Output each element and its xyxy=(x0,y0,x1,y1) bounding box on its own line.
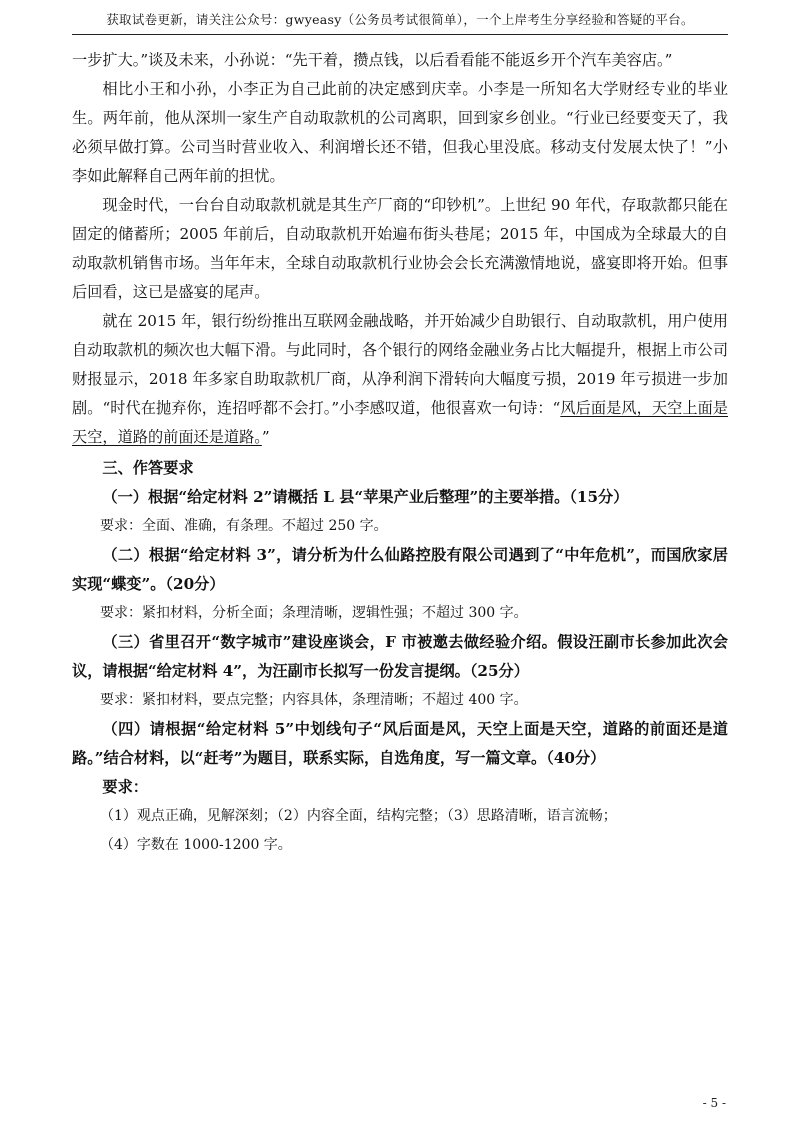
underlined-poem-line: 风后面是风，天空上面是天空，道路的前面还是道路。 xyxy=(72,399,728,446)
material-paragraph-2: 相比小王和小孙，小李正为自己此前的决定感到庆幸。小李是一所知名大学财经专业的毕业生。两年前，他从深圳一家生产自动取款机的公司离职，回到家乡创业。“行业已经要变天了，我必须早做打算。公司当时营业收入、利润增长还不错，但我心里没底。移动支付发展太快了！”小李如此解释自己两年前的担忧。 xyxy=(72,80,728,185)
question-3: （三）省里召开“数字城市”建设座谈会，F 市被邀去做经验介绍。假设汪副市长参加此次会议，请根据“给定材料 4”，为汪副市长拟写一份发言提纲。（25分） xyxy=(72,633,728,680)
question-4: （四）请根据“给定材料 5”中划线句子“风后面是风，天空上面是天空，道路的前面还是道路。”结合材料，以“赶考”为题目，联系实际，自选角度，写一篇文章。（40分） xyxy=(72,720,728,767)
paragraph-4-text: 就在 2015 年，银行纷纷推出互联网金融战略，并开始减少自助银行、自动取款机，用户使用自动取款机的频次也大幅下滑。与此同时，各个银行的网络金融业务占比大幅提升，根据上市公司财报显示，2018 年多家自助取款机厂商，从净利润下滑转向大幅度亏损，2019 年亏损进一步加剧。“时代在抛弃你，连招呼都不会打。”小李感叹道，他很喜欢一句诗：“ xyxy=(72,312,728,417)
material-paragraph-3: 现金时代，一台台自动取款机就是其生产厂商的“印钞机”。上世纪 90 年代，存取款都只能在固定的储蓄所；2005 年前后，自动取款机开始遍布街头巷尾；2015 年，中国成为全球最大的自动取款机销售市场。当年年末，全球自动取款机行业协会会长充满激情地说，盛宴即将开始。但事后回看，这已是盛宴的尾声。 xyxy=(72,196,728,301)
section-title: 三、作答要求 xyxy=(102,459,194,477)
question-2: （二）根据“给定材料 3”，请分析为什么仙路控股有限公司遇到了“中年危机”，而国欣家居实现“蝶变”。（20分） xyxy=(72,546,728,593)
material-paragraph-1: 一步扩大。”谈及未来，小孙说：“先干着，攒点钱，以后看看能不能返乡开个汽车美容店。” xyxy=(72,51,673,69)
question-2-requirements: 要求：紧扣材料，分析全面；条理清晰，逻辑性强；不超过 300 字。 xyxy=(100,605,528,621)
paragraph-4-close-quote: ” xyxy=(261,428,270,446)
question-4-requirements-line-2: （4）字数在 1000-1200 字。 xyxy=(100,837,292,853)
header-divider xyxy=(72,34,728,35)
question-1-requirements: 要求：全面、准确，有条理。不超过 250 字。 xyxy=(100,518,388,534)
material-paragraph-4 xyxy=(72,307,728,452)
question-3-requirements: 要求：紧扣材料，要点完整；内容具体，条理清晰；不超过 400 字。 xyxy=(100,692,528,708)
document-body xyxy=(72,46,728,860)
question-1: （一）根据“给定材料 2”请概括 L 县“苹果产业后整理”的主要举措。（15分） xyxy=(102,488,629,506)
page-number: - 5 - xyxy=(702,1096,726,1110)
page-header: 获取试卷更新，请关注公众号：gwyeasy（公务员考试很简单），一个上岸考生分享经验和答疑的平台。 xyxy=(106,12,694,27)
question-4-requirements-label: 要求： xyxy=(102,778,148,796)
question-4-requirements-line-1: （1）观点正确，见解深刻；（2）内容全面，结构完整；（3）思路清晰，语言流畅； xyxy=(100,808,617,824)
